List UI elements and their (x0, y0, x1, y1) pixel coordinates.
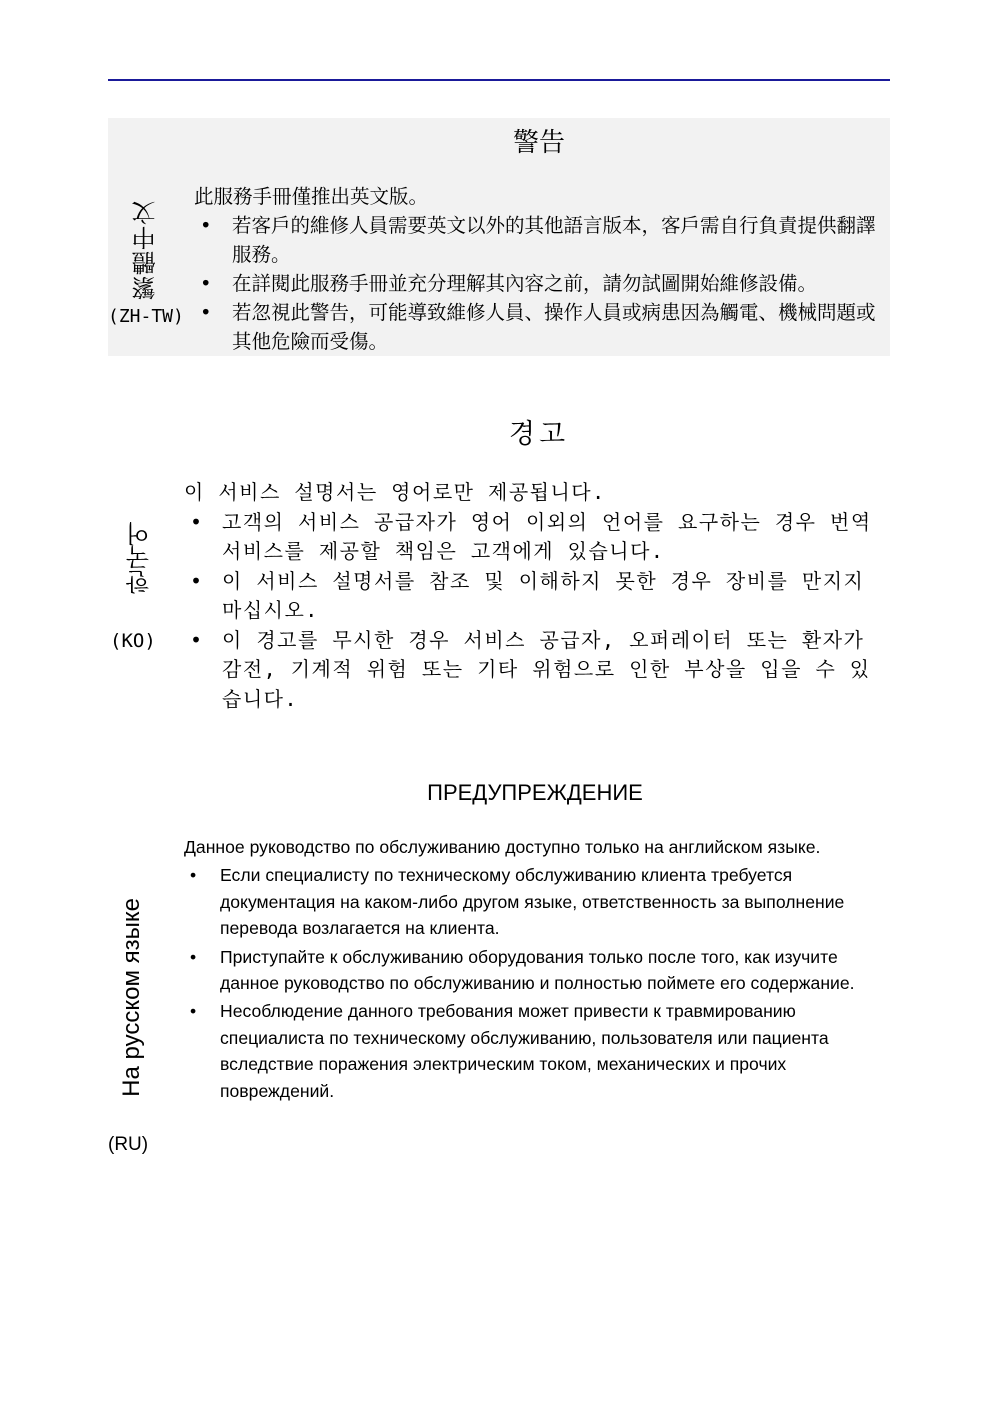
bullet-icon: • (200, 272, 212, 295)
list-item (184, 862, 884, 941)
warning-heading: 경고 (508, 419, 570, 450)
warning-body (184, 478, 886, 714)
bullet-icon: • (190, 1001, 197, 1022)
language-label: 한국어 (126, 522, 154, 594)
language-code: (ZH-TW) (108, 306, 184, 327)
list-item (194, 269, 884, 298)
warning-list (184, 508, 886, 715)
list-item-text: 이 서비스 설명서를 참조 및 이해하지 못한 경우 장비를 만지지 마십시오. (222, 568, 865, 622)
list-item (184, 626, 886, 715)
list-item (184, 944, 884, 997)
warning-body (184, 834, 884, 1104)
list-item (184, 567, 886, 626)
warning-section-ru (108, 770, 890, 1170)
warning-heading: ПРЕДУПРЕЖДЕНИЕ (427, 780, 643, 805)
language-code: (RU) (108, 1134, 149, 1155)
bullet-icon: • (190, 509, 204, 534)
list-item (184, 998, 884, 1104)
bullet-icon: • (190, 568, 204, 593)
bullet-icon: • (190, 627, 204, 652)
list-item-text: 若忽視此警告，可能導致維修人員、操作人員或病患因為觸電、機械問題或其他危險而受傷。 (232, 301, 876, 353)
warning-section-zh-tw (108, 118, 890, 356)
intro-text: 此服務手冊僅推出英文版。 (194, 185, 429, 208)
list-item (194, 298, 884, 356)
list-item-text: Приступайте к обслуживанию оборудования только после того, как изучите данное руководство по обслуживанию и полностью поймете его содержание. (220, 946, 855, 994)
list-item-text: 若客戶的維修人員需要英文以外的其他語言版本，客戶需自行負責提供翻譯服務。 (232, 214, 876, 266)
intro-text: Данное руководство по обслуживанию доступно только на английском языке. (184, 837, 821, 857)
list-item (194, 211, 884, 269)
bullet-icon: • (200, 301, 212, 324)
intro-text: 이 서비스 설명서는 영어로만 제공됩니다. (184, 480, 606, 504)
list-item (184, 508, 886, 567)
warning-heading: 警告 (512, 128, 565, 158)
language-label: 繁體中文 (132, 200, 160, 300)
list-item-text: Если специалисту по техническому обслуживанию клиента требуется документация на каком-либо другом языке, ответственность за выполнение перевода возлагается на клиента. (220, 865, 845, 939)
warning-list (194, 211, 884, 356)
warning-body (194, 182, 884, 356)
language-label: На русском языке (118, 898, 145, 1097)
bullet-icon: • (190, 946, 197, 967)
warning-list (184, 862, 884, 1104)
list-item-text: Несоблюдение данного требования может привести к травмированию специалиста по техническому обслуживанию, пользователя или пациента вследствие поражения электрическим током, механических и прочих повреждений. (220, 1001, 829, 1101)
warning-section-ko (108, 400, 890, 720)
header-rule (108, 79, 890, 81)
list-item-text: 고객의 서비스 공급자가 영어 이외의 언어를 요구하는 경우 번역 서비스를 제공할 책임은 고객에게 있습니다. (222, 509, 872, 563)
language-code: (KO) (110, 630, 156, 652)
bullet-icon: • (190, 865, 197, 886)
bullet-icon: • (200, 214, 212, 237)
list-item-text: 在詳閱此服務手冊並充分理解其內容之前，請勿試圖開始維修設備。 (232, 272, 818, 295)
list-item-text: 이 경고를 무시한 경우 서비스 공급자, 오퍼레이터 또는 환자가 감전, 기계적 위험 또는 기타 위험으로 인한 부상을 입을 수 있습니다. (222, 627, 871, 711)
